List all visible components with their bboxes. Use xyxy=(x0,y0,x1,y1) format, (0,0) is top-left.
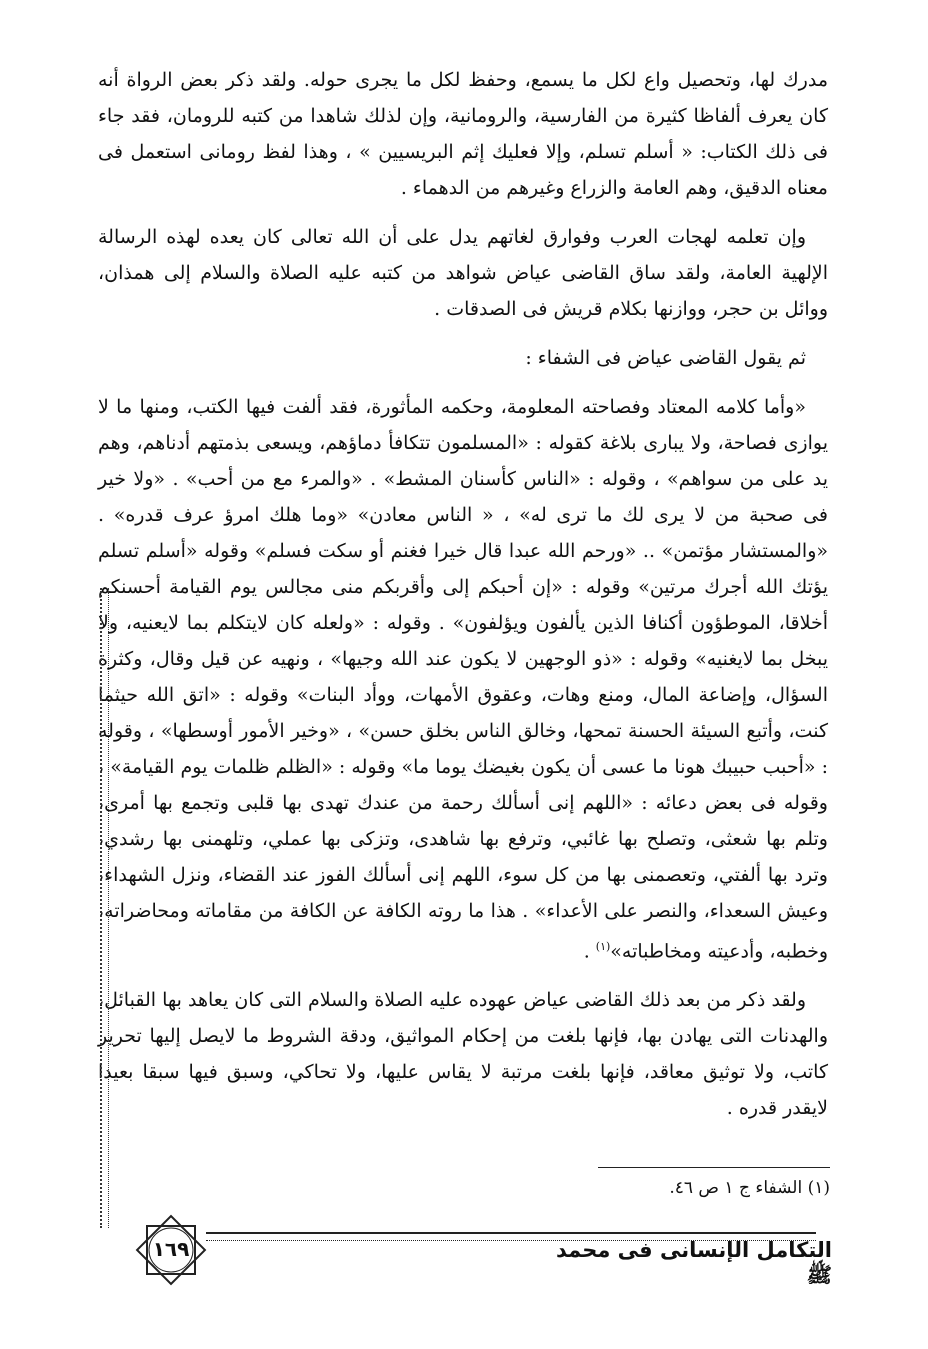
footnote-separator xyxy=(598,1167,830,1168)
paragraph-1: مدرك لها، وتحصيل واع لكل ما يسمع، وحفظ لكل ما يجرى حوله. ولقد ذكر بعض الرواة أنه كان يعرف ألفاظا كثيرة من الفارسية، والرومانية، وإن لذلك شاهدا من كتبه للرومان، فقد جاء فى ذلك الكتاب: « أسلم تسلم، وإلا فعليك إثم البريسيين » ، وهذا لفظ رومانى استعمل فى معناه الدقيق، وهم العامة والزراع وغيرهم من الدهماء . xyxy=(98,69,828,199)
page-body xyxy=(98,62,828,1139)
page-number: ١٦٩ xyxy=(152,1237,190,1261)
paragraph-3: ثم يقول القاضى عياض فى الشفاء : xyxy=(525,347,806,369)
decorative-side-border xyxy=(100,588,109,1228)
footnote: (١) الشفاء ج ١ ص ٤٦. xyxy=(669,1178,830,1198)
footnote-marker: (١) xyxy=(595,940,611,953)
quotation-paragraph xyxy=(98,389,828,969)
paragraph-2: وإن تعلمه لهجات العرب وفوارق لغاتهم يدل على أن الله تعالى كان يعده لهذه الرسالة الإلهية العامة، ولقد ساق القاضى عياض شواهد من كتبه عليه الصلاة والسلام إلى همذان، ووائل بن حجر، ووازنها بكلام قريش فى الصدقات . xyxy=(98,226,828,320)
paragraph-5: ولقد ذكر من بعد ذلك القاضى عياض عهوده عليه الصلاة والسلام التى كان يعاهد بها القبائل، والهدنات التى يهادن بها، فإنها بلغت من إحكام المواثيق، ودقة الشروط ما لايصل إليها تحرير كاتب، ولا توثيق معاقد، فإنها بلغت مرتبة لا يقاس عليها، ولا تحاكي، وسبق فيها سبقا بعيدا لايقدر قدره . xyxy=(98,989,828,1120)
quotation-end: . xyxy=(583,940,596,963)
book-title: التكامل الإنسانى فى محمد ﷺ xyxy=(555,1238,832,1287)
quotation-text: «وأما كلامه المعتاد وفصاحته المعلومة، وحكمه المأثورة، فقد ألفت فيها الكتب، ومنها ما لا يوازى فصاحة، ولا يبارى بلاغة كقوله : «المسلمون تتكافأ دماؤهم، ويسعى بذمتهم أدناهم، وهم يد على من سواهم» ، وقوله : «الناس كأسنان المشط» . «والمرء مع من أحب» . «ولا خير فى صحبة من لا يرى لك ما ترى له» ، « الناس معادن» «وما هلك امرؤ عرف قدره» . «والمستشار مؤتمن» .. «ورحم الله عبدا قال خيرا فغنم أو سكت فسلم» وقوله «أسلم تسلم يؤتك الله أجرك مرتين» وقوله : «إن أحبكم إلى وأقربكم منى مجالس يوم القيامة أحسنكم أخلاقا، الموطؤون أكنافا الذين يألفون ويؤلفون» . وقوله : «ولعله كان لايتكلم بما لايعنيه، ولا يبخل بما لايغنيه» وقوله : «ذو الوجهين لا يكون عند الله وجيها» ، ونهيه عن قيل وقال، وكثرة السؤال، وإضاعة المال، ومنع وهات، وعقوق الأمهات، ووأد البنات» وقوله : «اتق الله حيثما كنت، وأتبع السيئة الحسنة تمحها، وخالق الناس بخلق حسن» ، «وخير الأمور أوسطها» ، وقوله : «أحبب حبيبك هونا ما عسى أن يكون بغيضك يوما ما» وقوله : «الظلم ظلمات يوم القيامة» ، وقوله فى بعض دعائه : «اللهم إنى أسألك رحمة من عندك تهدى بها قلبى وتجمع بها أمرى، وتلم بها شعثى، وتصلح بها غائبي، وترفع بها شاهدى، وتزكى بها عملي، وتلهمنى بها رشدي، وترد بها ألفتي، وتعصمنى بها من كل سوء، اللهم إنى أسألك الفوز عند القضاء، ونزل الشهداء، وعيش السعداء، والنصر على الأعداء» . هذا ما روته الكافة عن الكافة من مقاماته ومحاضراته، وخطبه، وأدعيته ومخاطباته» xyxy=(98,396,828,963)
